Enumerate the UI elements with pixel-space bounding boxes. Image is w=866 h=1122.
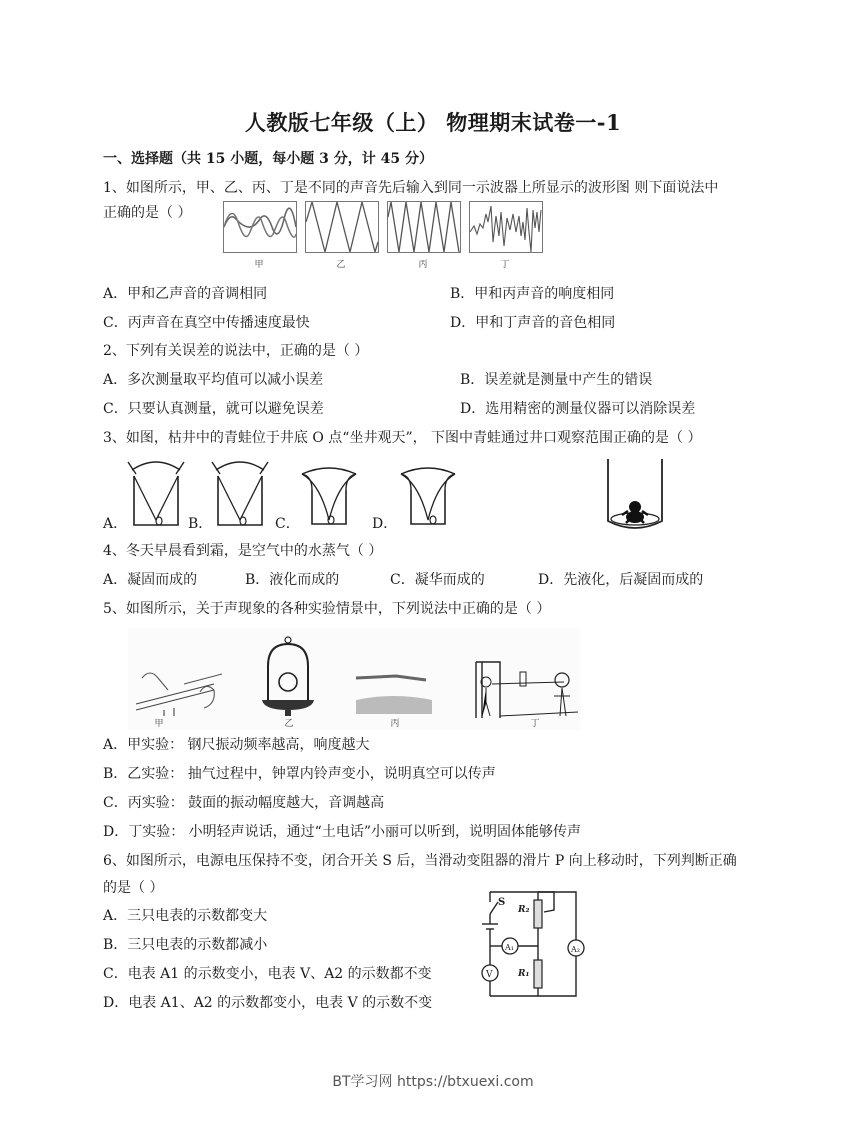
experiment-string-telephone <box>474 658 578 720</box>
experiment-label: 甲 <box>154 719 164 729</box>
q6-stem-line2: 的是（ ） <box>103 880 164 896</box>
q6-stem-line1: 6、如图所示，电源电压保持不变，闭合开关 S 后，当滑动变阻器的滑片 P 向上移动时，下列判断正确 <box>103 853 737 869</box>
q3-label-a: A． <box>103 516 128 532</box>
experiment-label: 丁 <box>530 719 540 729</box>
q3-label-b: B． <box>188 516 213 532</box>
page-title: 人教版七年级（上） 物理期末试卷一-1 <box>244 110 622 135</box>
q3-stem: 3、如图，枯井中的青蛙位于井底 O 点“坐井观天”， 下图中青蛙通过井口观察范围正确的是（ ） <box>103 430 702 446</box>
experiment-ruler <box>134 664 224 716</box>
waveform-yi <box>305 201 379 253</box>
q5-option-a: A．甲实验： 钢尺振动频率越高，响度越大 <box>103 737 370 753</box>
well-diagram-b <box>210 458 270 528</box>
section-heading: 一、选择题（共 15 小题，每小题 3 分，计 45 分） <box>103 151 433 167</box>
resistor-bottom-label: R₁ <box>518 969 530 979</box>
q4-option-b: B．液化而成的 <box>245 572 340 588</box>
q1-option-b: B．甲和丙声音的响度相同 <box>450 286 615 302</box>
q5-experiments-figure <box>128 628 580 730</box>
q4-option-c: C．凝华而成的 <box>390 572 485 588</box>
waveform-label: 丙 <box>418 260 428 270</box>
resistor-top-label: R₂ <box>518 905 530 915</box>
q5-option-b: B．乙实验： 抽气过程中，钟罩内铃声变小，说明真空可以传声 <box>103 766 496 782</box>
ammeter2-label: A₂ <box>571 945 580 954</box>
q2-stem: 2、下列有关误差的说法中，正确的是（ ） <box>103 343 369 359</box>
waveform-label: 甲 <box>254 260 264 270</box>
q1-option-c: C．丙声音在真空中传播速度最快 <box>103 315 310 331</box>
well-diagram-d <box>397 460 459 528</box>
waveform-label: 乙 <box>336 260 346 270</box>
well-diagram-c <box>298 460 360 528</box>
q4-option-a: A．凝固而成的 <box>103 572 198 588</box>
q1-option-a: A．甲和乙声音的音调相同 <box>103 286 268 302</box>
q1-stem-line2: 正确的是（ ） <box>103 205 192 221</box>
q3-label-c: C． <box>275 516 300 532</box>
q6-circuit-diagram <box>478 888 588 1000</box>
experiment-bell-jar <box>260 636 316 718</box>
experiment-label: 丙 <box>390 719 400 729</box>
q4-stem: 4、冬天早晨看到霜，是空气中的水蒸气（ ） <box>103 543 383 559</box>
q1-option-d: D．甲和丁声音的音色相同 <box>450 315 616 331</box>
q6-option-d: D．电表 A1、A2 的示数都变小，电表 V 的示数不变 <box>103 995 433 1011</box>
q2-option-a: A．多次测量取平均值可以减小误差 <box>103 372 324 388</box>
waveform-jia <box>223 201 297 253</box>
q5-stem: 5、如图所示，关于声现象的各种实验情景中，下列说法中正确的是（ ） <box>103 601 551 617</box>
q4-option-d: D．先液化，后凝固而成的 <box>538 572 704 588</box>
q6-option-a: A．三只电表的示数都变大 <box>103 908 268 924</box>
waveform-label: 丁 <box>500 260 510 270</box>
q5-option-d: D．丁实验： 小明轻声说话，通过“土电话”小丽可以听到，说明固体能够传声 <box>103 824 581 840</box>
q2-option-d: D．选用精密的测量仪器可以消除误差 <box>460 401 696 417</box>
q3-label-d: D． <box>372 516 398 532</box>
waveform-bing <box>387 201 461 253</box>
frog-in-well-figure <box>600 455 670 535</box>
q6-option-c: C．电表 A1 的示数变小，电表 V、A2 的示数都不变 <box>103 966 432 982</box>
voltmeter-label: V <box>486 970 493 980</box>
q1-stem-line1: 1、如图所示，甲、乙、丙、丁是不同的声音先后输入到同一示波器上所显示的波形图 则下面说法中 <box>103 180 719 196</box>
ammeter1-label: A₁ <box>505 943 514 952</box>
waveform-ding <box>469 201 543 253</box>
q2-option-c: C．只要认真测量，就可以避免误差 <box>103 401 324 417</box>
well-diagram-a <box>126 458 186 528</box>
switch-label: S <box>498 897 506 908</box>
q6-option-b: B．三只电表的示数都减小 <box>103 937 268 953</box>
q5-option-c: C．丙实验： 鼓面的振动幅度越大，音调越高 <box>103 795 385 811</box>
experiment-label: 乙 <box>284 719 294 729</box>
q2-option-b: B．误差就是测量中产生的错误 <box>460 372 653 388</box>
experiment-drum <box>356 670 432 714</box>
footer-watermark: BT学习网 https://btxuexi.com <box>332 1074 534 1090</box>
